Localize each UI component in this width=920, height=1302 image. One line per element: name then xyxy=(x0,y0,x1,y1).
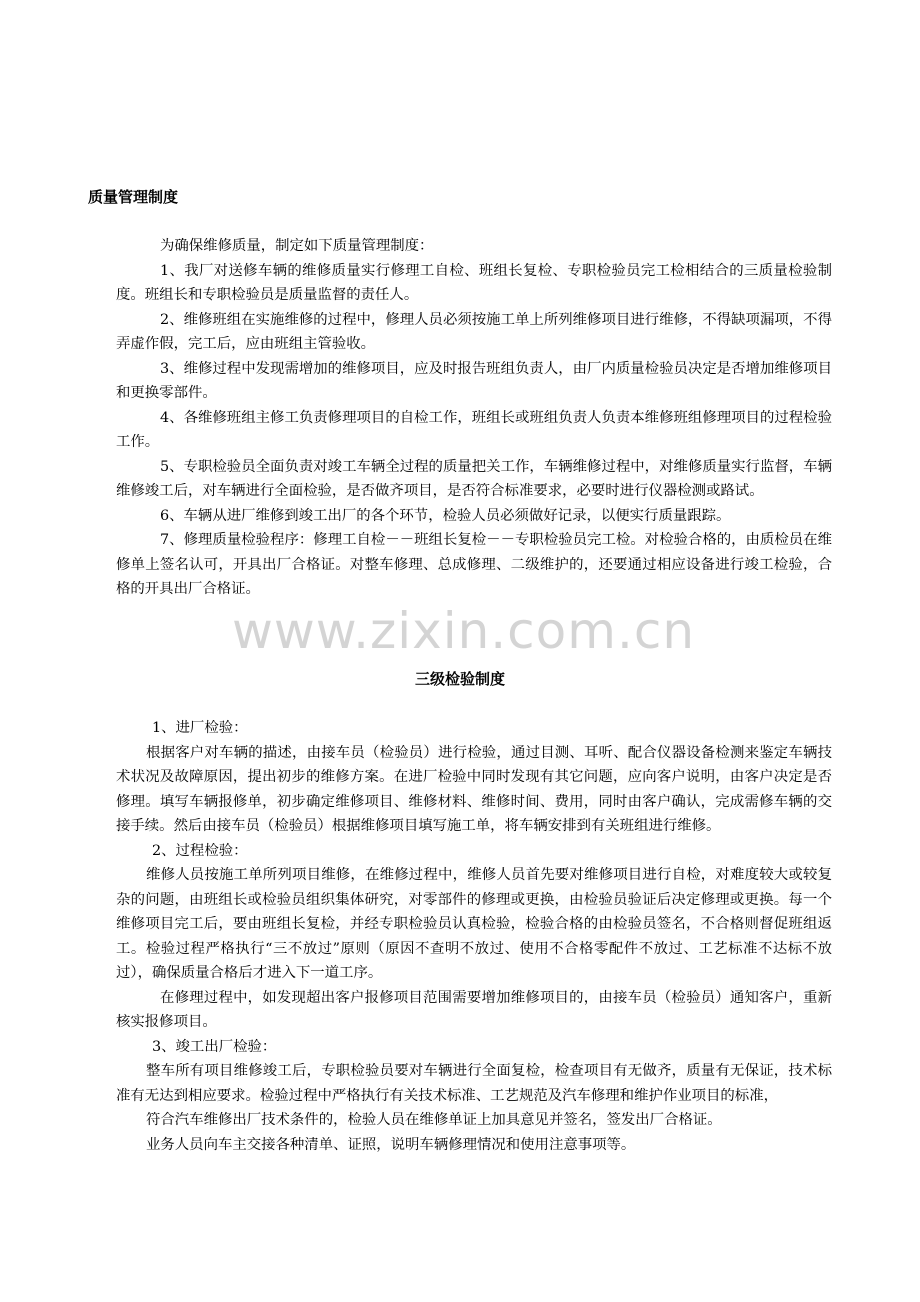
quality-section xyxy=(116,234,832,602)
entry-inspection-heading: 1、进厂检验： xyxy=(152,720,248,736)
document-title-quality: 质量管理制度 xyxy=(88,188,179,206)
document-title-inspection: 三级检验制度 xyxy=(414,670,505,688)
quality-item-3: 3、维修过程中发现需增加的维修项目，应及时报告班组负责人，由厂内质量检验员决定是否增加维修项目和更换零部件。 xyxy=(116,360,832,401)
quality-item-7: 7、修理质量检验程序：修理工自检－－班组长复检－－专职检验员完工检。对检验合格的，由质检员在维修单上签名认可，开具出厂合格证。对整车修理、总成修理、二级维护的，还要通过相应设备进行竣工检验，合格的开具出厂合格证。 xyxy=(116,532,832,597)
watermark: www.zixin.com.cn xyxy=(232,602,696,660)
quality-item-4: 4、各维修班组主修工负责修理项目的自检工作，班组长或班组负责人负责本维修班组修理项目的过程检验工作。 xyxy=(116,409,832,450)
inspection-section xyxy=(116,716,832,1157)
final-inspection-cert: 符合汽车维修出厂技术条件的，检验人员在维修单证上加具意见并签名，签发出厂合格证。 xyxy=(146,1112,722,1128)
process-inspection-extra: 在修理过程中，如发现超出客户报修项目范围需要增加维修项目的，由接车员（检验员）通知客户，重新核实报修项目。 xyxy=(116,989,832,1030)
final-inspection-heading: 3、竣工出厂检验： xyxy=(152,1038,277,1055)
quality-item-6: 6、车辆从进厂维修到竣工出厂的各个环节，检验人员必须做好记录，以便实行质量跟踪。 xyxy=(160,507,731,524)
process-inspection-body: 维修人员按施工单所列项目维修，在维修过程中，维修人员首先要对维修项目进行自检，对难度较大或较复杂的问题，由班组长或检验员组织集体研究，对零部件的修理或更换，由检验员验证后决定修理或更换。每一个维修项目完工后，要由班组长复检，并经专职检验员认真检验，检验合格的由检验员签名，不合格则督促班组返工。检验过程严格执行“三不放过”原则（原因不查明不放过、使用不合格零配件不放过、工艺标准不达标不放过），确保质量合格后才进入下一道工序。 xyxy=(116,867,832,981)
final-inspection-handover: 业务人员向车主交接各种清单、证照，说明车辆修理情况和使用注意事项等。 xyxy=(146,1136,636,1153)
quality-item-2: 2、维修班组在实施维修的过程中，修理人员必须按施工单上所列维修项目进行维修，不得缺项漏项，不得弄虚作假，完工后，应由班组主管验收。 xyxy=(116,311,832,352)
entry-inspection-body: 根据客户对车辆的描述，由接车员（检验员）进行检验，通过目测、耳听、配合仪器设备检测来鉴定车辆技术状况及故障原因，提出初步的维修方案。在进厂检验中同时发现有其它问题，应向客户说明，由客户决定是否修理。填写车辆报修单，初步确定维修项目、维修材料、维修时间、费用，同时由客户确认，完成需修车辆的交接手续。然后由接车员（检验员）根据维修项目填写施工单，将车辆安排到有关班组进行维修。 xyxy=(116,744,832,834)
quality-item-5: 5、专职检验员全面负责对竣工车辆全过程的质量把关工作，车辆维修过程中，对维修质量实行监督，车辆维修竣工后，对车辆进行全面检验，是否做齐项目，是否符合标准要求，必要时进行仪器检测或路试。 xyxy=(116,458,832,499)
process-inspection-heading: 2、过程检验： xyxy=(152,842,248,859)
intro-paragraph: 为确保维修质量，制定如下质量管理制度： xyxy=(160,238,434,254)
quality-item-1: 1、我厂对送修车辆的维修质量实行修理工自检、班组长复检、专职检验员完工检相结合的三质量检验制度。班组长和专职检验员是质量监督的责任人。 xyxy=(116,262,832,303)
final-inspection-body: 整车所有项目维修竣工后，专职检验员要对车辆进行全面复检，检查项目有无做齐，质量有无保证，技术标准有无达到相应要求。检验过程中严格执行有关技术标准、工艺规范及汽车修理和维护作业项目的标准， xyxy=(116,1063,832,1104)
